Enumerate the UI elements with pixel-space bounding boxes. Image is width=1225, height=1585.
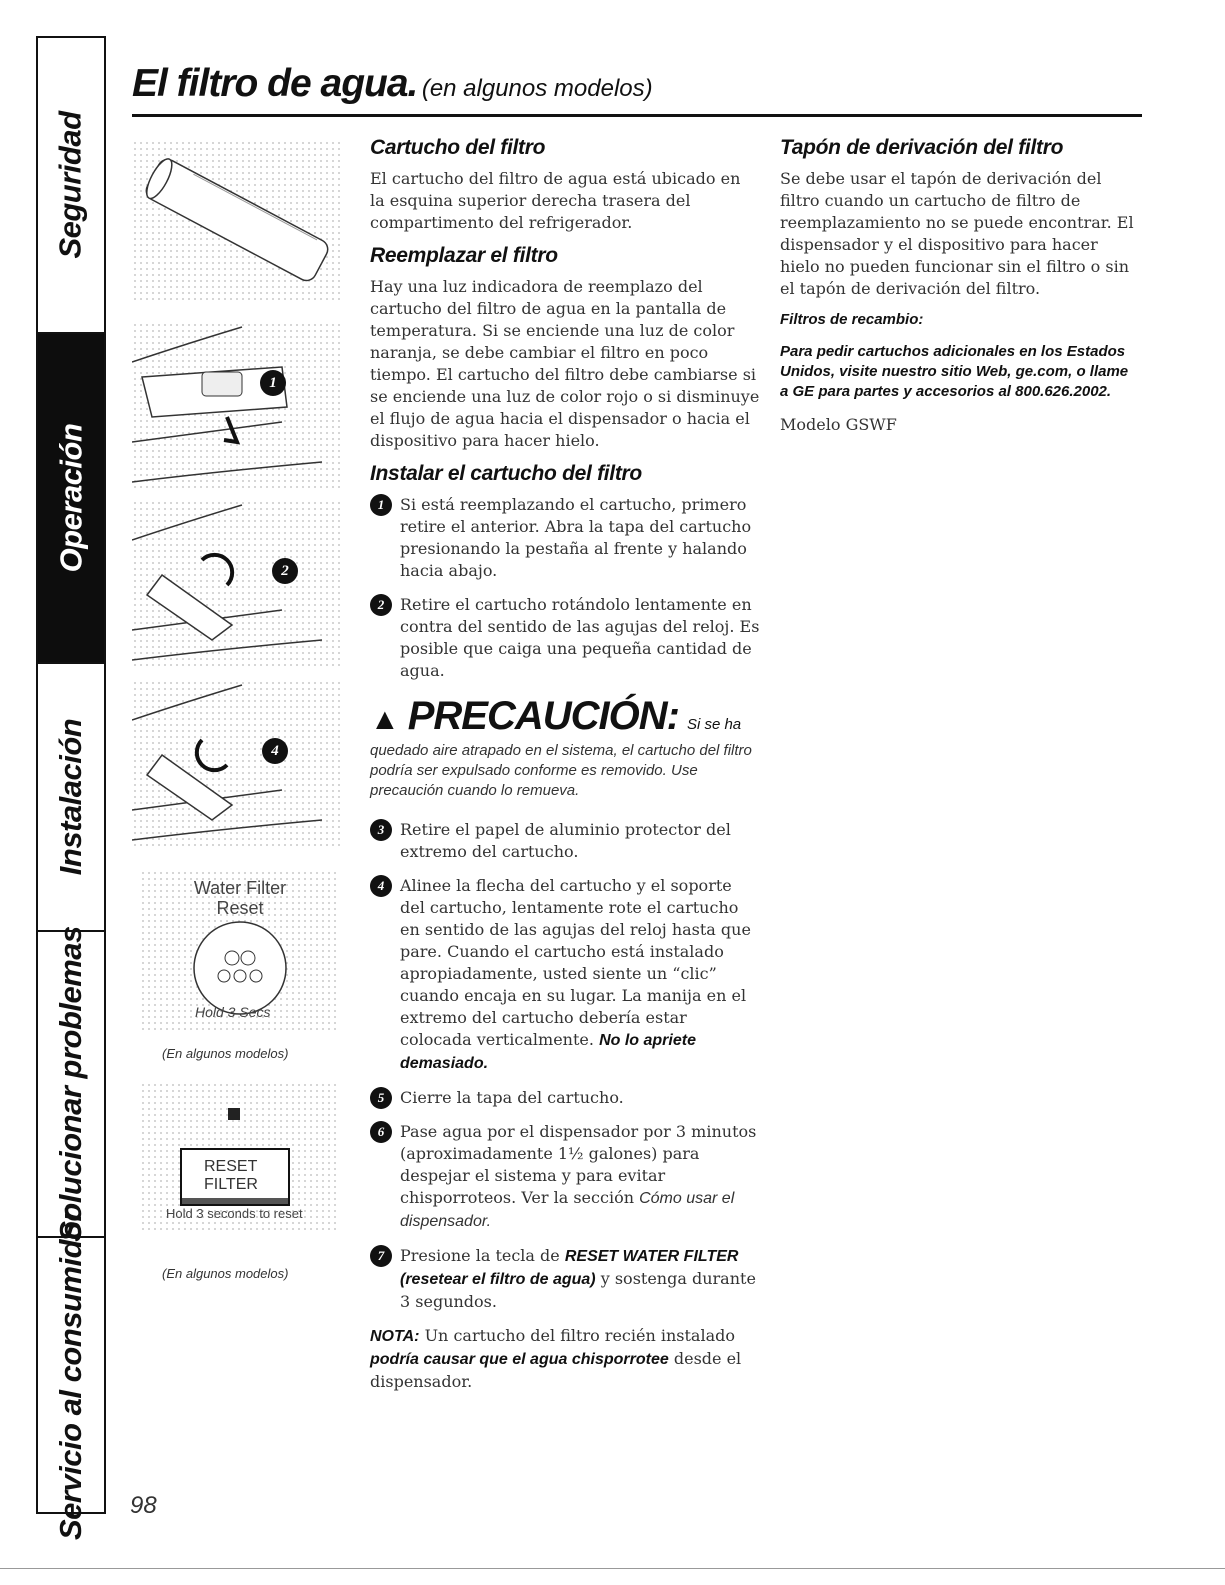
step-text: Cierre la tapa del cartucho.	[400, 1088, 624, 1107]
model-text: Modelo GSWF	[780, 415, 897, 434]
note-emphasis: podría causar que el agua chisporrotee	[370, 1351, 669, 1368]
refrigerator-filter-install-icon	[132, 680, 342, 850]
tab-label: Seguridad	[53, 111, 88, 259]
paragraph-tapon: Se debe usar el tapón de derivación del filtro cuando un cartucho de filtro de reemplazamiento no se puede encontrar. El dispensador y el dispositivo para hacer hielo no pueden funcionar sin el filtro o sin el tapón de derivación del filtro.	[780, 169, 1134, 298]
heading-recambio: Filtros de recambio:	[780, 311, 924, 328]
caution-title: PRECAUCIÓN:	[407, 694, 679, 738]
heading-instalar: Instalar el cartucho del filtro	[370, 462, 642, 485]
panel-line-1: RESET	[204, 1158, 258, 1175]
tab-seguridad[interactable]	[38, 38, 104, 334]
heading-cartucho: Cartucho del filtro	[370, 136, 546, 159]
bottom-divider	[0, 1568, 1225, 1569]
step-text-end: y sostenga durante 3 segundos.	[400, 1269, 756, 1311]
install-step-2	[370, 594, 760, 682]
note-label: NOTA:	[370, 1328, 420, 1345]
step-1-illustration	[132, 322, 342, 492]
note-paragraph	[370, 1325, 760, 1393]
step-2-illustration	[132, 500, 342, 670]
step-number-badge: 7	[370, 1245, 392, 1267]
middle-column	[370, 130, 760, 1403]
step-number-badge: 4	[370, 875, 392, 897]
caution-lead: Si se ha	[686, 716, 742, 733]
note-text-end: desde el dispensador.	[370, 1349, 742, 1391]
tab-label: Servicio al consumidor	[53, 1209, 89, 1541]
panel-line-1: Water Filter	[193, 878, 287, 898]
install-step-4	[370, 875, 760, 1075]
step-number-badge: 3	[370, 819, 392, 841]
indicator-light-icon	[228, 1108, 240, 1120]
refrigerator-filter-rotate-icon	[132, 500, 342, 670]
page-number: 98	[130, 1492, 157, 1519]
step-number-badge: 2	[272, 558, 298, 584]
tab-servicio-consumidor[interactable]	[38, 1209, 104, 1541]
order-info: Para pedir cartuchos adicionales en los Estados Unidos, visite nuestro sitio Web, ge.com, o llame a GE para partes y accesorios al 800.626.2002.	[780, 343, 1129, 400]
panel-caption: (En algunos modelos)	[162, 1046, 289, 1061]
page-header	[132, 62, 1142, 117]
reset-filter-button[interactable]	[180, 1148, 290, 1206]
install-step-1	[370, 494, 760, 582]
tab-label: Operación	[53, 423, 89, 573]
page-subtitle: (en algunos modelos)	[421, 75, 653, 102]
step-text: Si está reemplazando el cartucho, primero retire el anterior. Abra la tapa del cartucho presionando la pestaña al frente y halando hacia abajo.	[400, 495, 752, 580]
tab-solucionar-problemas[interactable]	[38, 926, 104, 1242]
step-text: Pase agua por el dispensador por 3 minutos (aproximadamente 1½ galones) para despejar el sistema y para evitar chisporroteos. Ver la sección	[400, 1122, 757, 1207]
step-emphasis: RESET WATER FILTER (resetear el filtro de agua)	[400, 1248, 739, 1288]
right-column	[780, 130, 1140, 446]
step-number-badge: 2	[370, 594, 392, 616]
filter-cartridge-illustration	[132, 140, 342, 300]
install-step-3	[370, 819, 760, 863]
heading-tapon: Tapón de derivación del filtro	[780, 136, 1064, 159]
section-tab-bar	[36, 36, 106, 1541]
panel-caption: (En algunos modelos)	[162, 1266, 289, 1281]
caution-heading	[370, 694, 760, 739]
tab-label: Solucionar problemas	[53, 926, 89, 1242]
panel-line-2: FILTER	[204, 1176, 258, 1193]
note-text: Un cartucho del filtro recién instalado	[424, 1326, 735, 1345]
refrigerator-filter-housing-icon	[132, 322, 342, 492]
step-number-badge: 1	[260, 370, 286, 396]
step-text: Presione la tecla de	[400, 1246, 560, 1265]
tab-operacion[interactable]	[38, 334, 104, 664]
filter-cartridge-icon	[132, 140, 342, 300]
step-reference: Cómo usar el dispensador.	[400, 1190, 735, 1230]
step-number-badge: 1	[370, 494, 392, 516]
step-number-badge: 6	[370, 1121, 392, 1143]
paragraph-cartucho: El cartucho del filtro de agua está ubicado en la esquina superior derecha trasera del compartimento del refrigerador.	[370, 169, 741, 232]
panel-line-2: Reset	[216, 898, 264, 918]
tab-label: Instalación	[53, 718, 88, 876]
install-step-5	[370, 1087, 760, 1109]
install-step-7	[370, 1245, 760, 1313]
water-filter-reset-panel-illustration	[140, 870, 340, 1030]
caution-text: quedado aire atrapado en el sistema, el cartucho del filtro podría ser expulsado conforme es removido. Use precaución cuando lo remueva.	[370, 742, 752, 799]
install-step-6	[370, 1121, 760, 1233]
paragraph-reemplazar: Hay una luz indicadora de reemplazo del cartucho del filtro de agua en la pantalla de temperatura. Si se enciende una luz de color naranja, se debe cambiar el filtro en poco tiempo. El cartucho del filtro debe cambiarse si se enciende una luz de color rojo o si disminuye el flujo de agua hacia el dispensador o hacia el dispositivo para hacer hielo.	[370, 277, 760, 450]
panel-hold-text: Hold 3 seconds to reset	[166, 1206, 303, 1221]
step-4-illustration	[132, 680, 342, 850]
panel-hold-text: Hold 3 Secs	[195, 1004, 271, 1020]
heading-reemplazar: Reemplazar el filtro	[370, 244, 558, 267]
warning-triangle-icon: ▲	[370, 703, 400, 736]
reset-filter-panel-illustration	[140, 1082, 340, 1232]
tab-instalacion[interactable]	[38, 664, 104, 932]
step-number-badge: 4	[262, 738, 288, 764]
step-emphasis: No lo apriete demasiado.	[400, 1032, 696, 1072]
step-number-badge: 5	[370, 1087, 392, 1109]
step-text: Retire el cartucho rotándolo lentamente en contra del sentido de las agujas del reloj. Es posible que caiga una pequeña cantidad de agua.	[400, 595, 760, 680]
step-text: Retire el papel de aluminio protector del extremo del cartucho.	[400, 820, 731, 861]
page-title: El filtro de agua.	[132, 62, 418, 105]
step-text: Alinee la flecha del cartucho y el soporte del cartucho, lentamente rote el cartucho en sentido de las agujas del reloj hasta que pare. Cuando el cartucho está instalado apropiadamente, usted siente un “clic” cuando encaja en su lugar. La manija en el extremo del cartucho debería estar colocada verticalmente.	[400, 876, 751, 1049]
